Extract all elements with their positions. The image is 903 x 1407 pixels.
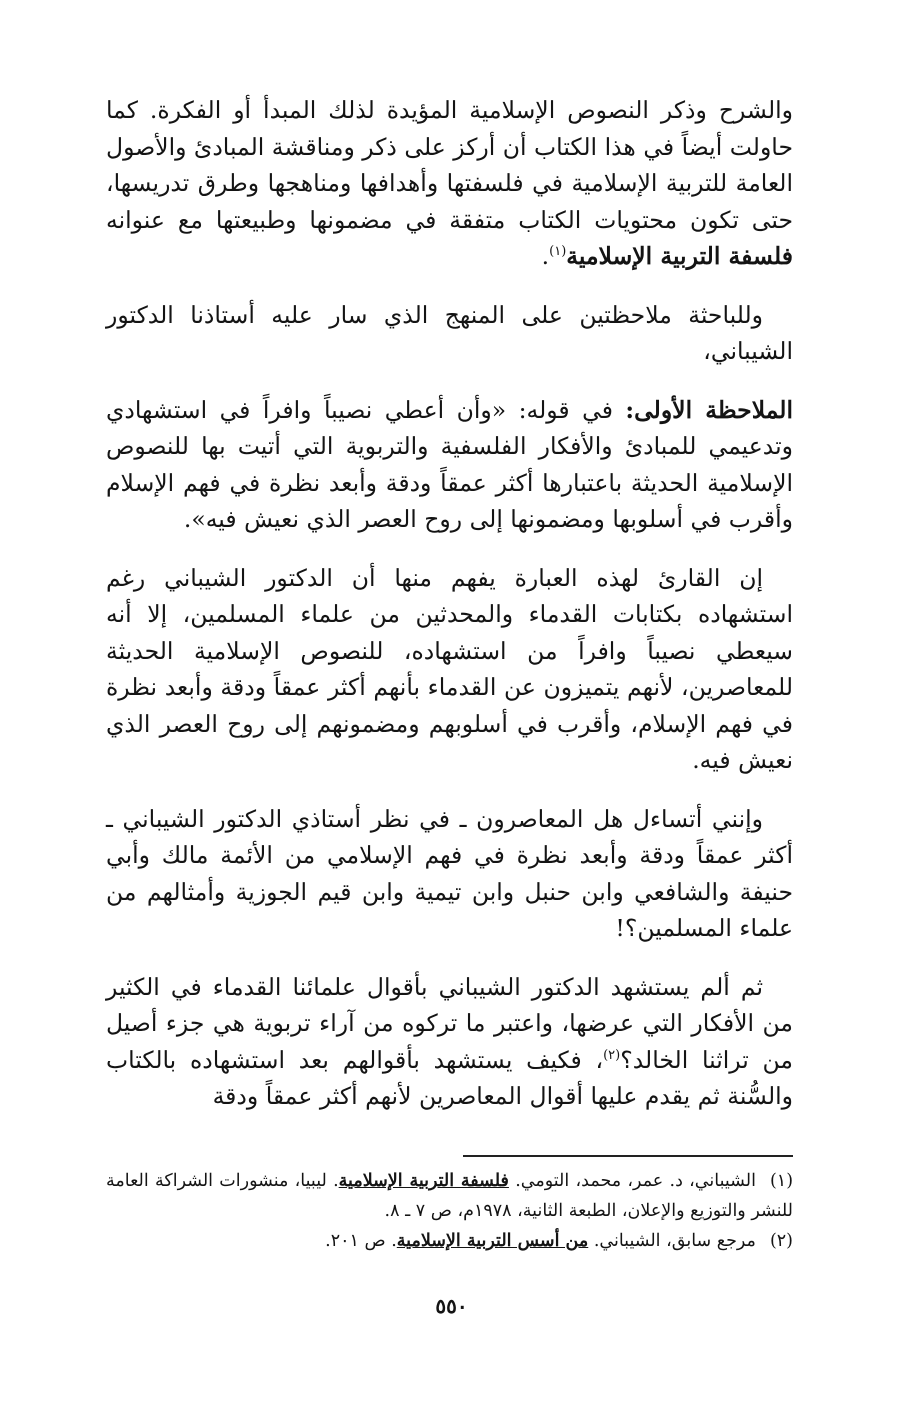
paragraph-6-text-b: ، فكيف يستشهد بأقوالهم بعد استشهاده بالكتاب والسُّنة ثم يقدم عليها أقوال المعاصرين لأنهم أكثر عمقاً ودقة bbox=[106, 1045, 793, 1110]
paragraph-5 bbox=[106, 801, 793, 947]
book-title: فلسفة التربية الإسلامية bbox=[566, 242, 793, 270]
paragraph-3 bbox=[106, 392, 793, 538]
footnote-ref-2[interactable]: (٢) bbox=[603, 1047, 621, 1063]
paragraph-4 bbox=[106, 560, 793, 779]
paragraph-1-text: والشرح وذكر النصوص الإسلامية المؤيدة لذلك المبدأ أو الفكرة. كما حاولت أيضاً في هذا الكتاب أن أركز على ذكر ومناقشة المبادئ والأصول العامة للتربية الإسلامية في فلسفتها وأهدافها ومناهجها وطرق تدريسها، حتى تكون محتويات الكتاب متفقة في مضمونها وطبيعتها مع عنوانه bbox=[106, 96, 793, 234]
footnote-2-number: (٢) bbox=[769, 1231, 793, 1251]
page-number: ٥٥٠ bbox=[435, 1294, 468, 1318]
paragraph-1 bbox=[106, 92, 793, 275]
footnote-2 bbox=[106, 1226, 793, 1256]
footnote-1 bbox=[106, 1166, 793, 1226]
footnote-2-before: مرجع سابق، الشيباني. bbox=[588, 1231, 756, 1251]
paragraph-4-text: إن القارئ لهذه العبارة يفهم منها أن الدكتور الشيباني رغم استشهاده بكتابات القدماء والمحدثين من علماء المسلمين، إلا أنه سيعطي نصيباً وافراً من استشهاده، للنصوص الإسلامية الحديثة للمعاصرين، لأنهم يتميزون عن القدماء بأنهم أكثر عمقاً ودقة وأبعد نظرة في فهم الإسلام، وأقرب في أسلوبهم ومضمونهم إلى روح العصر الذي نعيش فيه. bbox=[106, 563, 793, 774]
paragraph-6-text-a: ثم ألم يستشهد الدكتور الشيباني بأقوال علمائنا القدماء في الكثير من الأفكار التي عرضها، واعتبر ما تركوه من آراء تربوية هي جزء أصيل من تراثنا الخالد؟ bbox=[106, 972, 794, 1074]
paragraph-3-text: في قوله: «وأن أعطي نصيباً وافراً في استشهادي وتدعيمي للمبادئ والأفكار الفلسفية والتربوية التي أتيت بها للنصوص الإسلامية الحديثة باعتبارها أكثر عمقاً ودقة وأبعد نظرة في فهم الإسلام وأقرب في أسلوبها ومضمونها إلى روح العصر الذي نعيش فيه». bbox=[106, 395, 793, 533]
paragraph-5-text: وإنني أتساءل هل المعاصرون ـ في نظر أستاذي الدكتور الشيباني ـ أكثر عمقاً ودقة وأبعد نظرة في فهم الإسلامي من الأئمة مالك وأبي حنيفة والشافعي وابن حنبل وابن تيمية وابن قيم الجوزية وأمثالهم من علماء المسلمين؟! bbox=[106, 804, 793, 942]
footnote-ref-1[interactable]: (١) bbox=[549, 244, 567, 260]
footnote-1-before: الشيباني، د. عمر، محمد، التومي. bbox=[508, 1171, 756, 1191]
footnote-1-title: فلسفة التربية الإسلامية bbox=[338, 1171, 509, 1191]
paragraph-2 bbox=[106, 297, 793, 370]
paragraph-1-end: . bbox=[541, 242, 550, 270]
first-note-label: الملاحظة الأولى: bbox=[625, 395, 793, 424]
footnote-2-title: من أسس التربية الإسلامية bbox=[396, 1231, 589, 1251]
footnote-1-after: . ليبيا، منشورات الشراكة العامة للنشر والتوزيع والإعلان، الطبعة الثانية، ١٩٧٨م، ص ٧ ـ ٨. bbox=[106, 1171, 793, 1221]
paragraph-6 bbox=[106, 969, 793, 1115]
footnote-divider bbox=[463, 1155, 793, 1157]
footnotes bbox=[106, 1166, 793, 1256]
footnote-2-after: . ص ٢٠١. bbox=[325, 1231, 397, 1251]
footnote-1-number: (١) bbox=[769, 1171, 794, 1191]
paragraph-2-text: وللباحثة ملاحظتين على المنهج الذي سار عليه أستاذنا الدكتور الشيباني، bbox=[106, 300, 793, 365]
